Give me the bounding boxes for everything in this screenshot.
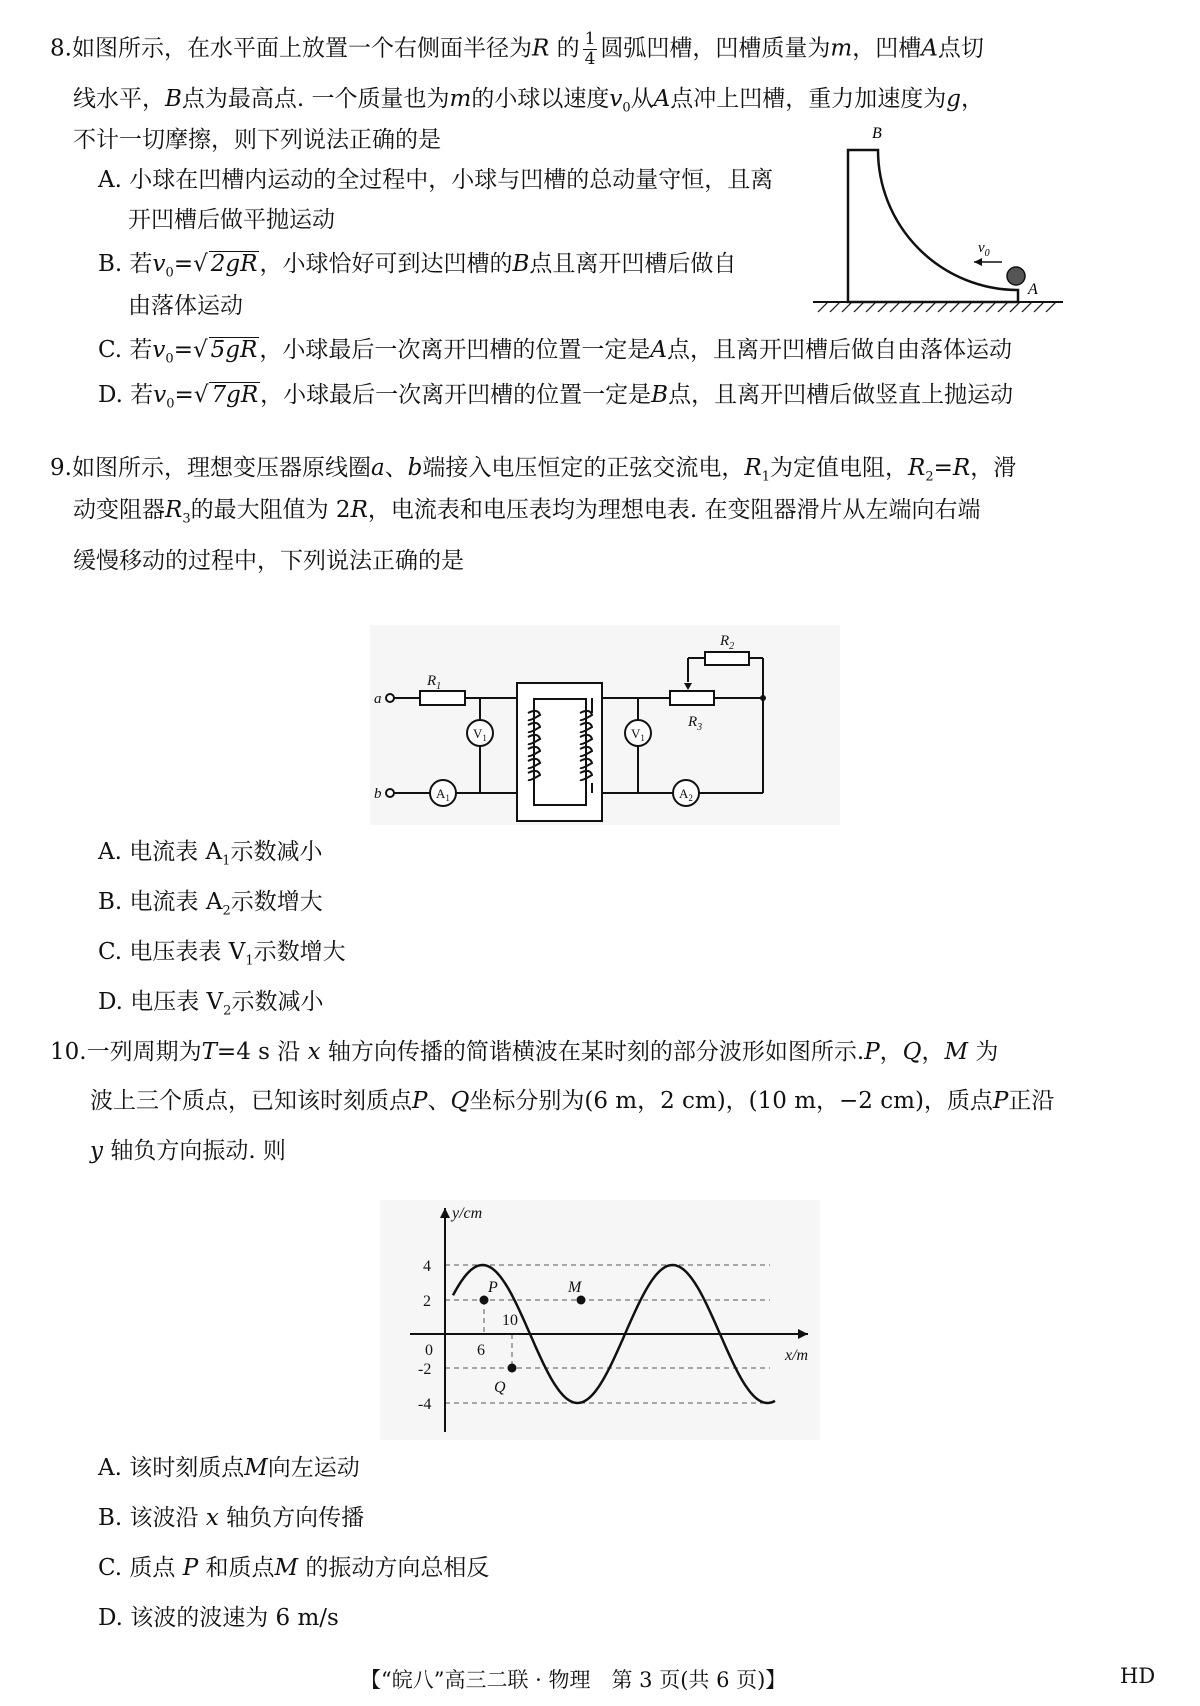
svg-text:P: P [488,1279,498,1296]
q10-option-d: D. 该波的波速为 6 m/s [98,1605,339,1631]
svg-text:M: M [568,1279,582,1296]
terminal-b [386,789,394,797]
svg-text:-4: -4 [418,1396,432,1413]
q9-line-2: 动变阻器$R_3$的最大阻值为 2R，电流表和电压表均为理想电表. 在变阻器滑片从左端向右端 [73,497,981,527]
svg-text:V1: $V_1$ [473,726,487,743]
svg-text:6: 6 [477,1342,485,1359]
q8-line-2: 线水平，B点为最高点. 一个质量也为m的小球以速度$v_0$从A点冲上凹槽，重力加速度为g， [73,86,984,116]
groove-figure [808,122,1068,322]
page-footer: 【“皖八”高三二联 · 物理 第 3 页(共 6 页)】 [360,1668,787,1692]
q10-option-a: A. 该时刻质点M向左运动 [98,1455,360,1481]
resistor-r1 [420,691,465,705]
point-Q [508,1364,517,1373]
quarter-fraction: $\frac{1}{4}$ [584,29,596,69]
svg-text:0: 0 [425,1342,433,1359]
svg-text:R3: $R_3$ [688,714,703,733]
svg-text:A2: $A_2$ [679,786,693,803]
groove-body [848,150,1018,302]
q8-option-a-1: A. 小球在凹槽内运动的全过程中，小球与凹槽的总动量守恒，且离 [98,167,774,193]
svg-text:x/m: x/m [785,1347,809,1364]
q9-line-3: 缓慢移动的过程中，下列说法正确的是 [73,548,464,574]
ball [1007,267,1025,285]
q8-option-a-2: 开凹槽后做平抛运动 [128,207,335,233]
q10-option-c: C. 质点 P 和质点M 的振动方向总相反 [98,1555,490,1581]
q8-option-c: C. 若$v_0=√$ 5gR，小球最后一次离开凹槽的位置一定是A点，且离开凹槽后做自由落体运动 [98,337,1012,367]
q9-line-1: 9.如图所示，理想变压器原线圈a、b端接入电压恒定的正弦交流电，$R_1$为定值电阻，$R_2=R$，滑 [50,455,1017,485]
svg-text:Q: Q [494,1379,506,1396]
q8-option-b-1: B. 若$v_0=√$ 2gR，小球恰好可到达凹槽的B点且离开凹槽后做自 [98,251,737,281]
q9-option-b: B. 电流表 $A_2$示数增大 [98,889,323,919]
label-v0: $v_0$ [978,240,990,259]
svg-text:V1: $V_1$ [631,726,645,743]
svg-text:R1: $R_1$ [427,673,442,692]
transformer-circuit [370,625,840,825]
svg-text:a: a [374,691,382,707]
footer-code: HD [1120,1664,1156,1688]
terminal-a [386,694,394,702]
svg-text:2: 2 [423,1293,431,1310]
svg-text:-2: -2 [418,1361,432,1378]
point-M [577,1296,586,1305]
svg-text:R2: $R_2$ [720,633,735,652]
q8-line-1: 8.如图所示，在水平面上放置一个右侧面半径为R 的 $\frac{1}{4}$ 圆弧凹槽，凹槽质量为m，凹槽A点切 [50,29,984,69]
svg-text:A1: $A_1$ [436,786,450,803]
q9-option-c: C. 电压表表 $V_1$示数增大 [98,939,346,969]
wave-figure [380,1200,820,1440]
ground-hatch [818,302,1056,312]
q8-line-3: 不计一切摩擦，则下列说法正确的是 [73,127,441,153]
point-P [480,1296,489,1305]
q9-option-a: A. 电流表 $A_1$示数减小 [98,839,323,869]
svg-text:4: 4 [423,1258,431,1275]
q10-line-3: y 轴负方向振动. 则 [90,1138,286,1164]
q8-option-d: D. 若$v_0=√$ 7gR，小球最后一次离开凹槽的位置一定是B点，且离开凹槽后做竖直上抛运动 [98,382,1014,412]
label-A: A [1028,281,1038,298]
q9-option-d: D. 电压表 $V_2$示数减小 [98,989,324,1019]
label-B: B [872,125,882,142]
q8-option-b-2: 由落体运动 [128,293,243,319]
rheostat-r3 [670,691,714,705]
svg-text:y/cm: y/cm [452,1205,483,1222]
q10-option-b: B. 该波沿 x 轴负方向传播 [98,1505,365,1531]
q10-line-2: 波上三个质点，已知该时刻质点P、Q坐标分别为(6 m，2 cm)，(10 m，−2 cm)，质点P正沿 [90,1088,1055,1114]
svg-text:b: b [374,786,382,802]
svg-text:10: 10 [502,1312,518,1329]
q10-line-1: 10.一列周期为T=4 s 沿 x 轴方向传播的简谐横波在某时刻的部分波形如图所示.P，Q，M 为 [50,1039,999,1065]
resistor-r2 [705,652,749,665]
